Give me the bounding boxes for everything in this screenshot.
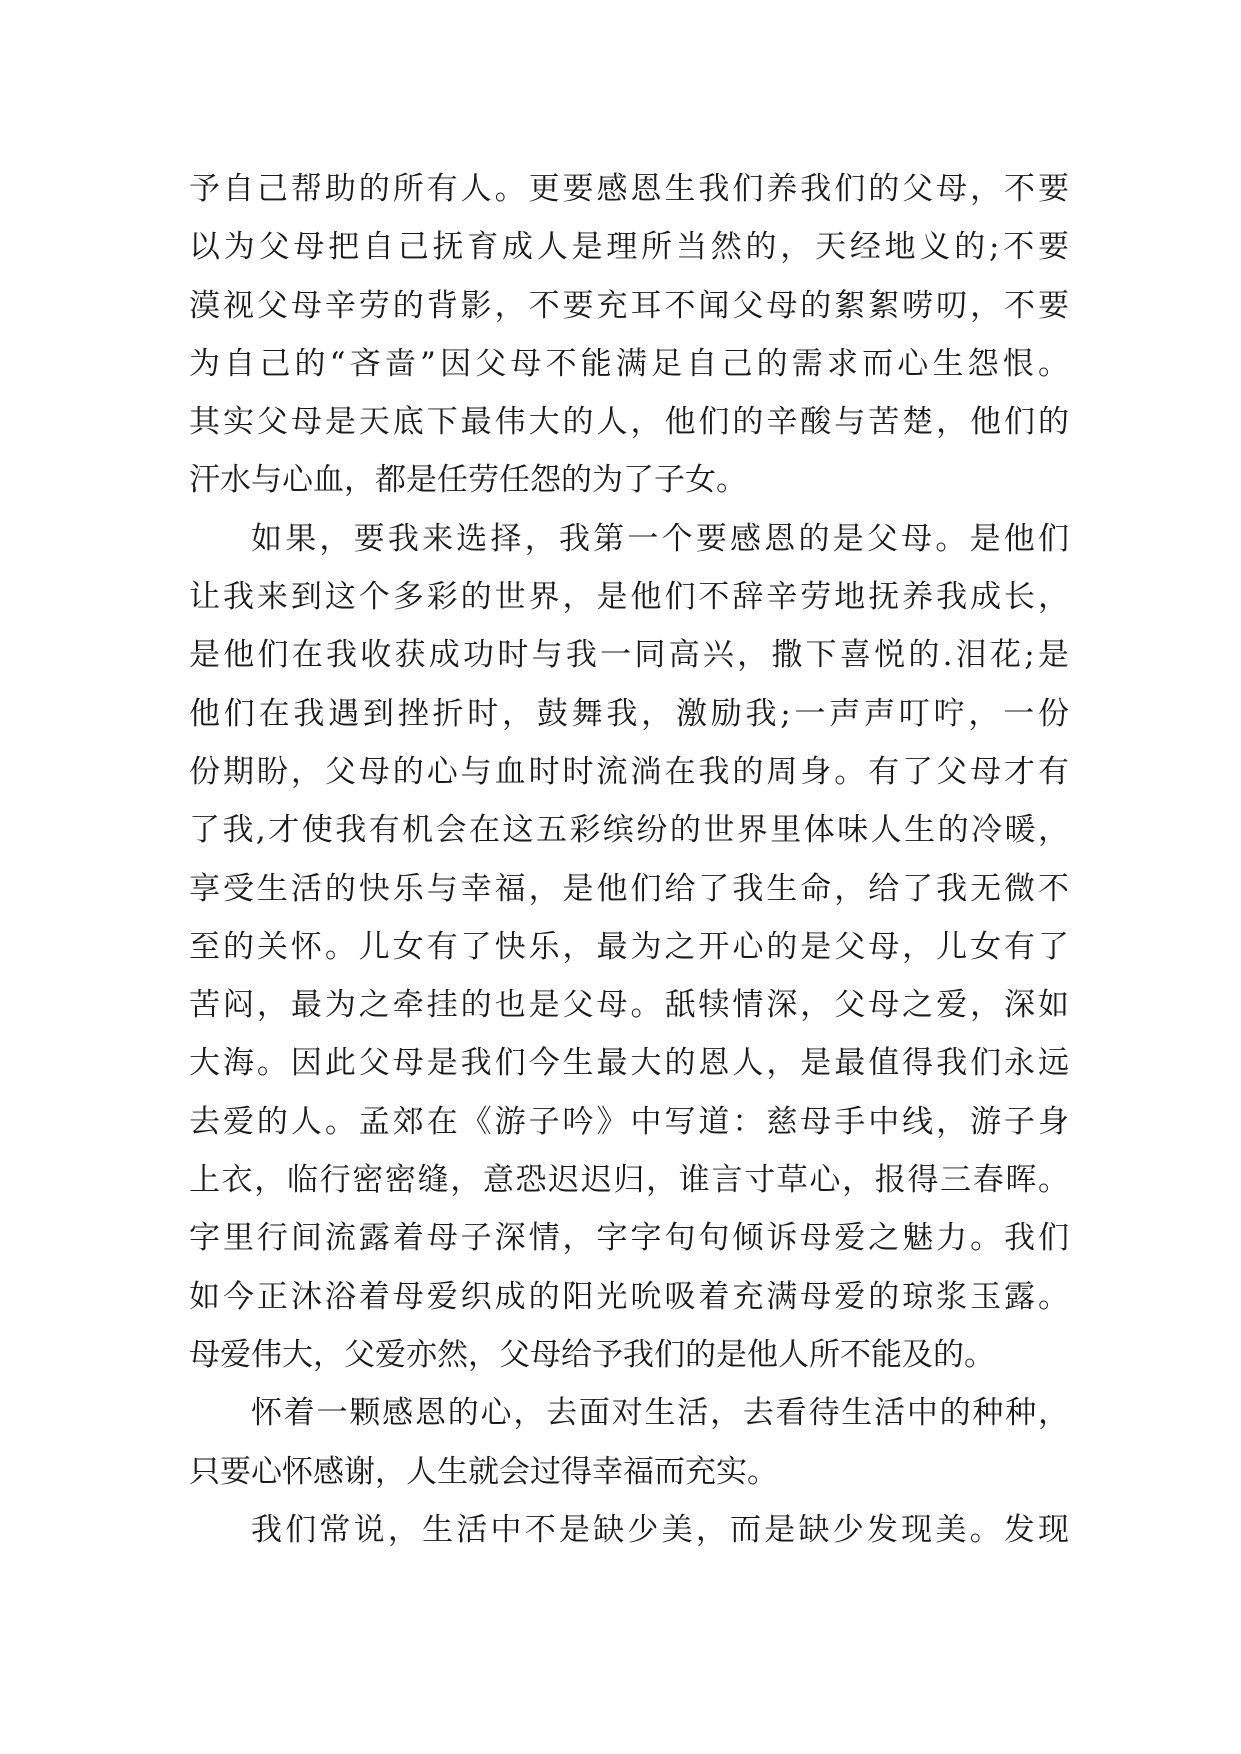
paragraph-start-line: 如果，要我来选择，我第一个要感恩的是父母。是他们 <box>251 520 1069 557</box>
text-line: 让我来到这个多彩的世界，是他们不辞辛劳地抚养我成长， <box>189 579 1069 616</box>
text-line: 汗水与心血，都是任劳任怨的为了子女。 <box>189 462 747 499</box>
text-line: 以为父母把自己抚育成人是理所当然的，天经地义的;不要 <box>189 229 1069 266</box>
text-line: 他们在我遇到挫折时，鼓舞我，激励我;一声声叮咛，一份 <box>189 695 1069 732</box>
text-line: 母爱伟大，父爱亦然，父母给予我们的是他人所不能及的。 <box>189 1336 995 1373</box>
text-line: 大海。因此父母是我们今生最大的恩人，是最值得我们永远 <box>189 1045 1069 1082</box>
text-line: 其实父母是天底下最伟大的人，他们的辛酸与苦楚，他们的 <box>189 404 1069 441</box>
text-line: 去爱的人。孟郊在《游子吟》中写道：慈母手中线，游子身 <box>189 1103 1069 1140</box>
text-line: 如今正沐浴着母爱织成的阳光吮吸着充满母爱的琼浆玉露。 <box>189 1278 1069 1315</box>
text-line: 是他们在我收获成功时与我一同高兴，撒下喜悦的.泪花;是 <box>189 637 1069 674</box>
text-line: 了我,才使我有机会在这五彩缤纷的世界里体味人生的冷暖， <box>189 812 1069 849</box>
text-line: 份期盼，父母的心与血时时流淌在我的周身。有了父母才有 <box>189 753 1069 790</box>
text-line: 只要心怀感谢，人生就会过得幸福而充实。 <box>189 1453 778 1490</box>
body-text <box>189 160 1069 1559</box>
text-line: 上衣，临行密密缝，意恐迟迟归，谁言寸草心，报得三春晖。 <box>189 1162 1069 1199</box>
text-line: 享受生活的快乐与幸福，是他们给了我生命，给了我无微不 <box>189 870 1069 907</box>
text-line: 苦闷，最为之牵挂的也是父母。舐犊情深，父母之爱，深如 <box>189 987 1069 1024</box>
text-line: 字里行间流露着母子深情，字字句句倾诉母爱之魅力。我们 <box>189 1220 1069 1257</box>
text-line: 为自己的“吝啬”因父母不能满足自己的需求而心生怨恨。 <box>189 345 1069 382</box>
text-line: 予自己帮助的所有人。更要感恩生我们养我们的父母，不要 <box>189 171 1069 207</box>
text-line: 漠视父母辛劳的背影，不要充耳不闻父母的絮絮唠叨，不要 <box>189 287 1069 324</box>
text-line: 至的关怀。儿女有了快乐，最为之开心的是父母，儿女有了 <box>189 928 1069 965</box>
paragraph-start-line: 我们常说，生活中不是缺少美，而是缺少发现美。发现 <box>251 1511 1069 1548</box>
paragraph-start-line: 怀着一颗感恩的心，去面对生活，去看待生活中的种种， <box>251 1395 1069 1432</box>
